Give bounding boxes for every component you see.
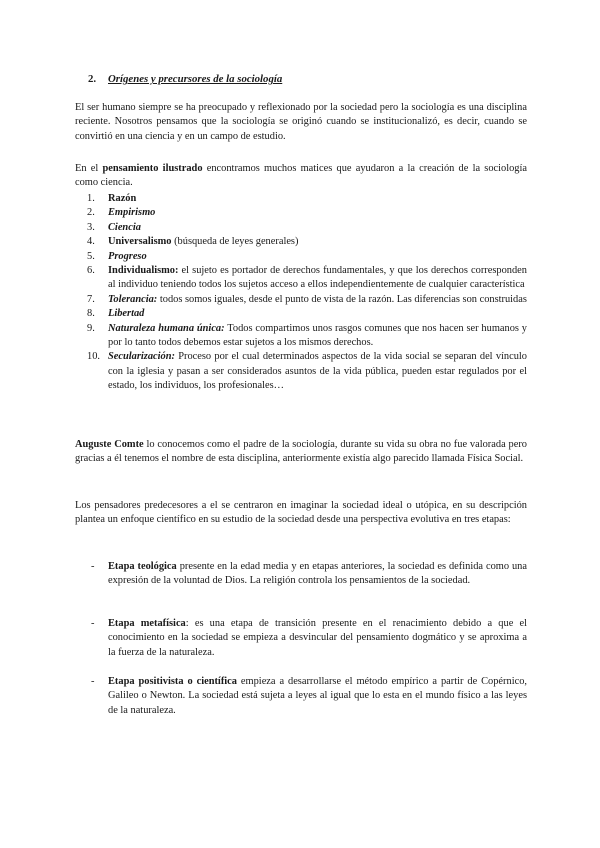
stages-list [75, 560, 527, 589]
list-item: - Etapa teológica presente en la edad media y en etapas anteriores, la sociedad es definida como una expresión de la voluntad de Dios. La religión controla los pensamientos de la sociedad. [91, 561, 527, 587]
section-heading [88, 72, 282, 86]
illustrated-term: pensamiento ilustrado [102, 163, 203, 174]
section-title: Orígenes y precursores de la sociología [108, 73, 283, 85]
predecessors-paragraph: Los pensadores predecesores a el se centraron en imaginar la sociedad ideal o utópica, en su descripción plantea un enfoque científico en su estudio de la sociedad desde una perspectiva evolutiva en tres etapas: [75, 500, 527, 526]
list-item: 9. Naturaleza humana única: Todos compartimos unos rasgos comunes que nos hacen ser humanos y por lo tanto todos debemos estar sujetos a los mismos derechos. [87, 322, 527, 349]
list-item: 7. Tolerancia: todos somos iguales, desde el punto de vista de la razón. Las diferencias son construidas [87, 293, 527, 305]
features-list [75, 192, 527, 394]
list-item: 4. Universalismo (búsqueda de leyes generales) [87, 236, 299, 248]
section-number: 2. [88, 73, 97, 85]
list-item: 1. Razón [87, 193, 137, 204]
list-item: 8. Libertad [87, 308, 145, 320]
list-item: 10. Secularización: Proceso por el cual determinados aspectos de la vida social se separan del vínculo con la iglesia y pasan a ser considerados asuntos de la vida pública, pueden estar regulados por el estado, los individuos, los profesionales… [87, 351, 527, 392]
list-item: - Etapa positivista o científica empieza a desarrollarse el método empírico a partir de Copérnico, Galileo o Newton. La sociedad está sujeta a leyes al igual que lo esta en el mundo físico a las leyes de la naturaleza. [91, 676, 527, 716]
illustrated-paragraph: En el pensamiento ilustrado encontramos muchos matices que ayudaron a la creación de la sociología como ciencia. [75, 163, 527, 189]
comte-paragraph: Auguste Comte lo conocemos como el padre de la sociología, durante su vida su obra no fue valorada pero gracias a él tenemos el nombre de esta disciplina, anteriormente existía algo parecido llamada Física Social. [75, 439, 527, 465]
list-item: 2. Empirismo [87, 207, 156, 219]
list-item: - Etapa metafísica: es una etapa de transición presente en el renacimiento debido a que el conocimiento en la sociedad se empieza a desvincular del pensamiento dogmático y se aproxima a la fuerza de la naturaleza. [91, 618, 527, 658]
list-item: 5. Progreso [87, 250, 147, 262]
stages-list [75, 617, 527, 660]
list-item: 3. Ciencia [87, 221, 141, 233]
list-item: 6. Individualismo: el sujeto es portador de derechos fundamentales, y que los derechos corresponden al individuo teniendo todos los sujetos acceso a ellos independientemente de cualquier característica [87, 265, 527, 291]
comte-name: Auguste Comte [75, 439, 144, 450]
stages-list [75, 675, 527, 718]
intro-paragraph: El ser humano siempre se ha preocupado y reflexionado por la sociedad pero la sociología es una disciplina reciente. Nosotros pensamos que la sociología se originó cuando se institucionalizó, es decir, cuando se convirtió en una ciencia y en un campo de estudio. [75, 102, 527, 142]
